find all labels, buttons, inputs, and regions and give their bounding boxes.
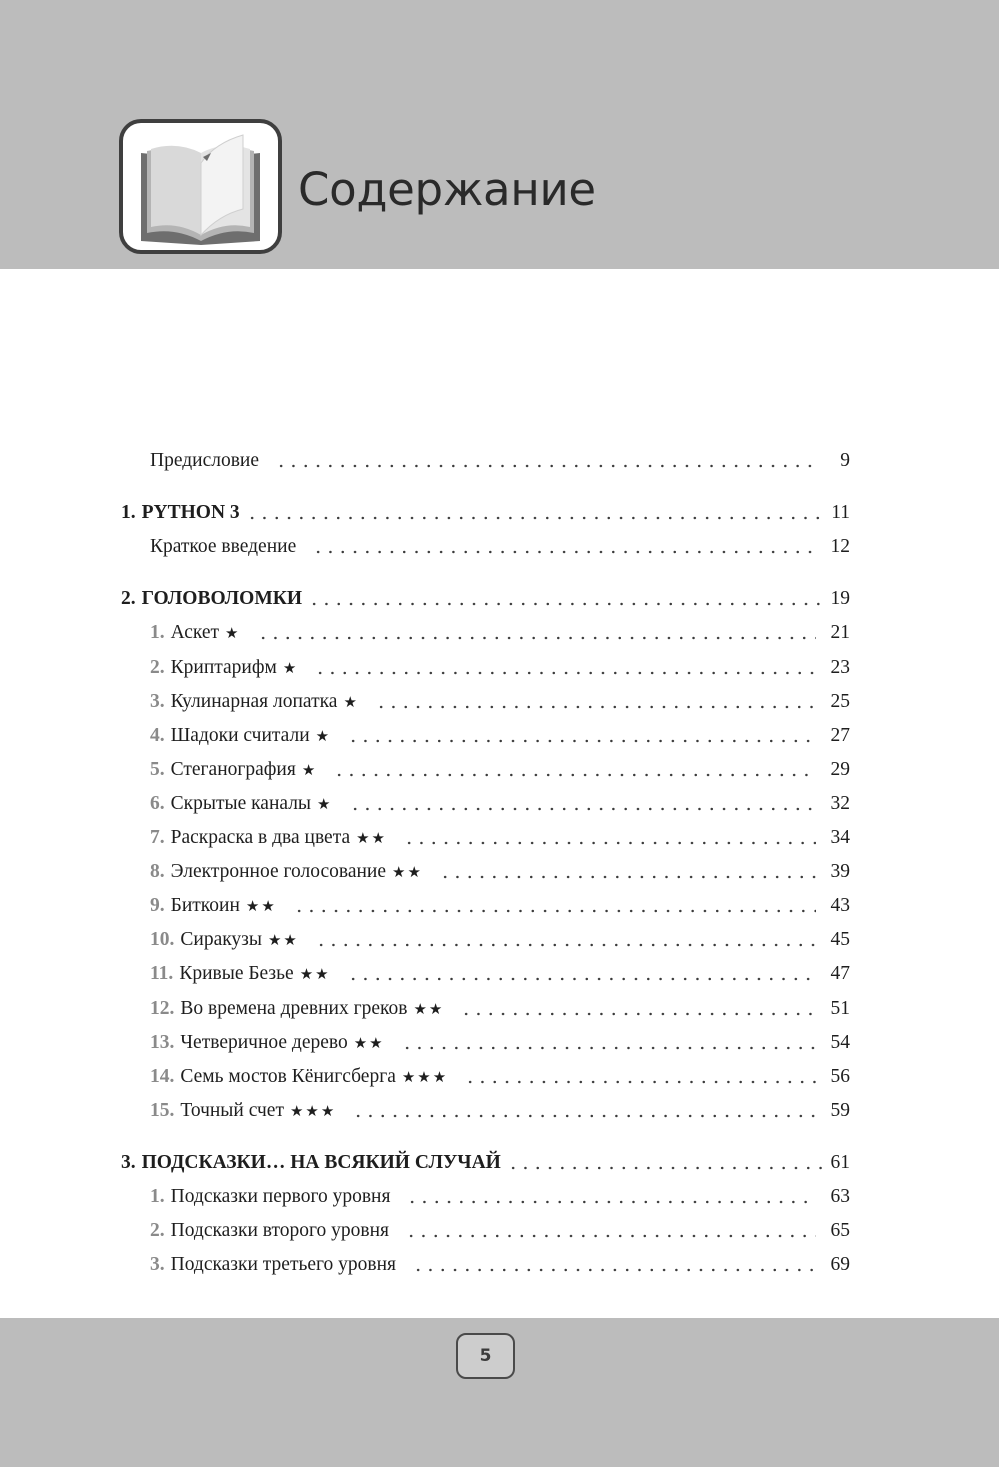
toc-entry-row[interactable] [150, 1028, 850, 1058]
dot-leader [347, 977, 816, 981]
toc-entry-number: 1. [150, 622, 165, 644]
toc-entry-title: ПОДСКАЗКИ… НА ВСЯКИЙ СЛУЧАЙ [141, 1151, 501, 1173]
header-band [0, 0, 999, 269]
toc-page-number: 51 [830, 997, 850, 1019]
difficulty-stars: ★★ [392, 865, 423, 882]
toc-entry-title: Точный счет [180, 1099, 284, 1121]
toc-page-number: 65 [830, 1220, 850, 1242]
toc-entry-number: 10. [150, 929, 175, 951]
difficulty-stars: ★★ [299, 967, 331, 984]
toc-page-number: 34 [830, 827, 850, 848]
toc-entry-title: Кривые Безье [179, 963, 294, 985]
difficulty-stars: ★★ [353, 1035, 385, 1052]
toc-entry-row[interactable] [150, 687, 850, 717]
toc-page-number: 23 [830, 656, 850, 678]
toc-entry-title: Шадоки считали [170, 724, 310, 746]
difficulty-stars: ★★ [245, 899, 277, 916]
difficulty-stars: ★ [301, 762, 318, 779]
difficulty-stars: ★★★ [401, 1069, 449, 1086]
toc-page-number: 27 [830, 724, 850, 746]
dot-leader [293, 909, 816, 913]
difficulty-stars: ★ [282, 660, 299, 677]
toc-page-number: 19 [830, 588, 850, 610]
difficulty-stars: ★ [225, 626, 241, 643]
toc-entry-title: Аскет [170, 622, 220, 644]
toc-entry-number: 2. [121, 588, 136, 610]
difficulty-stars: ★★ [267, 933, 299, 950]
dot-leader [403, 841, 816, 845]
toc-chapter-row[interactable] [121, 584, 850, 614]
toc-page-number: 11 [831, 502, 850, 524]
dot-leader [406, 1200, 816, 1204]
dot-leader [257, 636, 817, 640]
toc-entry-number: 8. [150, 861, 165, 883]
toc-entry-number: 9. [150, 895, 165, 917]
toc-entry-number: 15. [150, 1099, 175, 1121]
logo-box [119, 119, 282, 254]
toc-entry-row[interactable] [150, 994, 850, 1024]
dot-leader [246, 516, 822, 520]
toc-page-number: 43 [830, 895, 850, 917]
toc-page-number: 54 [830, 1031, 850, 1053]
toc-entry-number: 13. [150, 1031, 175, 1053]
toc-entry-title: Раскраска в два цвета [170, 827, 351, 848]
toc-entry-number: 7. [150, 827, 165, 848]
toc-entry-row[interactable] [150, 959, 850, 989]
toc-chapter-row[interactable] [121, 1148, 850, 1178]
toc-entry-number: 6. [150, 792, 165, 814]
toc-page-number: 59 [830, 1099, 850, 1121]
toc-entry-row[interactable] [150, 857, 850, 887]
toc-entry-title: Четверичное дерево [180, 1031, 348, 1053]
toc-entry-number: 3. [121, 1151, 136, 1173]
toc-entry-row[interactable] [150, 721, 850, 751]
toc-entry-row[interactable] [150, 823, 850, 853]
dot-leader [375, 705, 816, 709]
toc-entry-row[interactable] [150, 1096, 850, 1126]
toc-page-number: 39 [830, 861, 850, 883]
difficulty-stars: ★ [343, 694, 359, 711]
difficulty-stars: ★★ [413, 1001, 445, 1018]
dot-leader [460, 1012, 816, 1016]
toc-page-number: 12 [830, 536, 850, 558]
toc-page-number: 9 [840, 450, 850, 471]
toc-entry-number: 11. [150, 963, 174, 985]
toc-entry-number: 2. [150, 1220, 165, 1242]
toc-page-number: 29 [830, 758, 850, 780]
toc-entry-row[interactable] [150, 1250, 850, 1280]
toc-page-number: 25 [830, 690, 850, 712]
dot-leader [314, 671, 816, 675]
toc-entry-number: 2. [150, 656, 165, 678]
toc-entry-number: 3. [150, 1254, 165, 1276]
toc-entry-number: 1. [121, 502, 136, 524]
toc-entry-number: 5. [150, 758, 165, 780]
toc-entry-row[interactable] [150, 618, 850, 648]
toc-entry-title: Биткоин [170, 895, 240, 917]
toc-entry-number: 3. [150, 690, 165, 712]
dot-leader [507, 1166, 822, 1170]
toc-entry-number: 14. [150, 1065, 175, 1087]
toc-page-number: 63 [830, 1186, 850, 1207]
toc-entry-title: Криптарифм [170, 656, 277, 678]
toc-page-number: 45 [830, 929, 850, 951]
toc-entry-row[interactable] [150, 789, 850, 819]
toc-entry-number: 12. [150, 997, 175, 1019]
toc-entry-row[interactable] [150, 755, 850, 785]
toc-entry-number: 4. [150, 724, 165, 746]
dot-leader [464, 1080, 816, 1084]
dot-leader [349, 807, 817, 811]
toc-entry-title: PYTHON 3 [141, 502, 240, 524]
toc-entry-title: Предисловие [150, 450, 260, 471]
open-book-icon [123, 123, 278, 250]
toc-entry-title: Краткое введение [150, 536, 297, 558]
toc-entry-row[interactable] [150, 1216, 850, 1246]
dot-leader [439, 875, 816, 879]
dot-leader [412, 1268, 816, 1272]
dot-leader [312, 550, 816, 554]
page-title: Содержание [298, 163, 596, 216]
difficulty-stars: ★★★ [289, 1103, 337, 1120]
toc-entry-row[interactable] [150, 446, 850, 476]
toc-entry-row[interactable] [150, 532, 850, 562]
toc-entry-title: Кулинарная лопатка [170, 690, 338, 712]
dot-leader [405, 1234, 816, 1238]
toc-page-number: 21 [830, 622, 850, 644]
toc-entry-title: Сиракузы [180, 929, 262, 951]
toc-page-number: 61 [830, 1151, 850, 1173]
dot-leader [315, 943, 816, 947]
toc-entry-row[interactable] [150, 1182, 850, 1212]
toc-chapter-row[interactable] [121, 498, 850, 528]
toc-entry-number: 1. [150, 1186, 165, 1207]
toc-entry-row[interactable] [150, 653, 850, 683]
toc-entry-title: ГОЛОВОЛОМКИ [141, 588, 303, 610]
dot-leader [401, 1046, 816, 1050]
toc-entry-title: Стеганография [170, 758, 296, 780]
difficulty-stars: ★ [317, 796, 333, 813]
toc-entry-row[interactable] [150, 1062, 850, 1092]
toc-entry-title: Скрытые каналы [170, 792, 312, 814]
toc-entry-title: Подсказки первого уровня [170, 1186, 391, 1207]
toc-entry-title: Электронное голосование [170, 861, 387, 883]
toc-page-number: 56 [830, 1065, 850, 1087]
toc-entry-title: Подсказки второго уровня [170, 1220, 390, 1242]
toc-page-number: 32 [830, 792, 850, 814]
page-number: 5 [456, 1333, 515, 1379]
toc-page-number: 69 [830, 1254, 850, 1276]
toc-entry-row[interactable] [150, 925, 850, 955]
toc-entry-title: Подсказки третьего уровня [170, 1254, 397, 1276]
difficulty-stars: ★★ [356, 831, 388, 847]
toc-entry-title: Семь мостов Кёнигсберга [180, 1065, 396, 1087]
dot-leader [333, 773, 816, 777]
dot-leader [275, 464, 816, 468]
difficulty-stars: ★ [315, 728, 332, 745]
toc-entry-title: Во времена древних греков [180, 997, 408, 1019]
toc-entry-row[interactable] [150, 891, 850, 921]
dot-leader [308, 602, 822, 606]
dot-leader [347, 739, 816, 743]
dot-leader [352, 1114, 816, 1118]
toc-page-number: 47 [830, 963, 850, 985]
